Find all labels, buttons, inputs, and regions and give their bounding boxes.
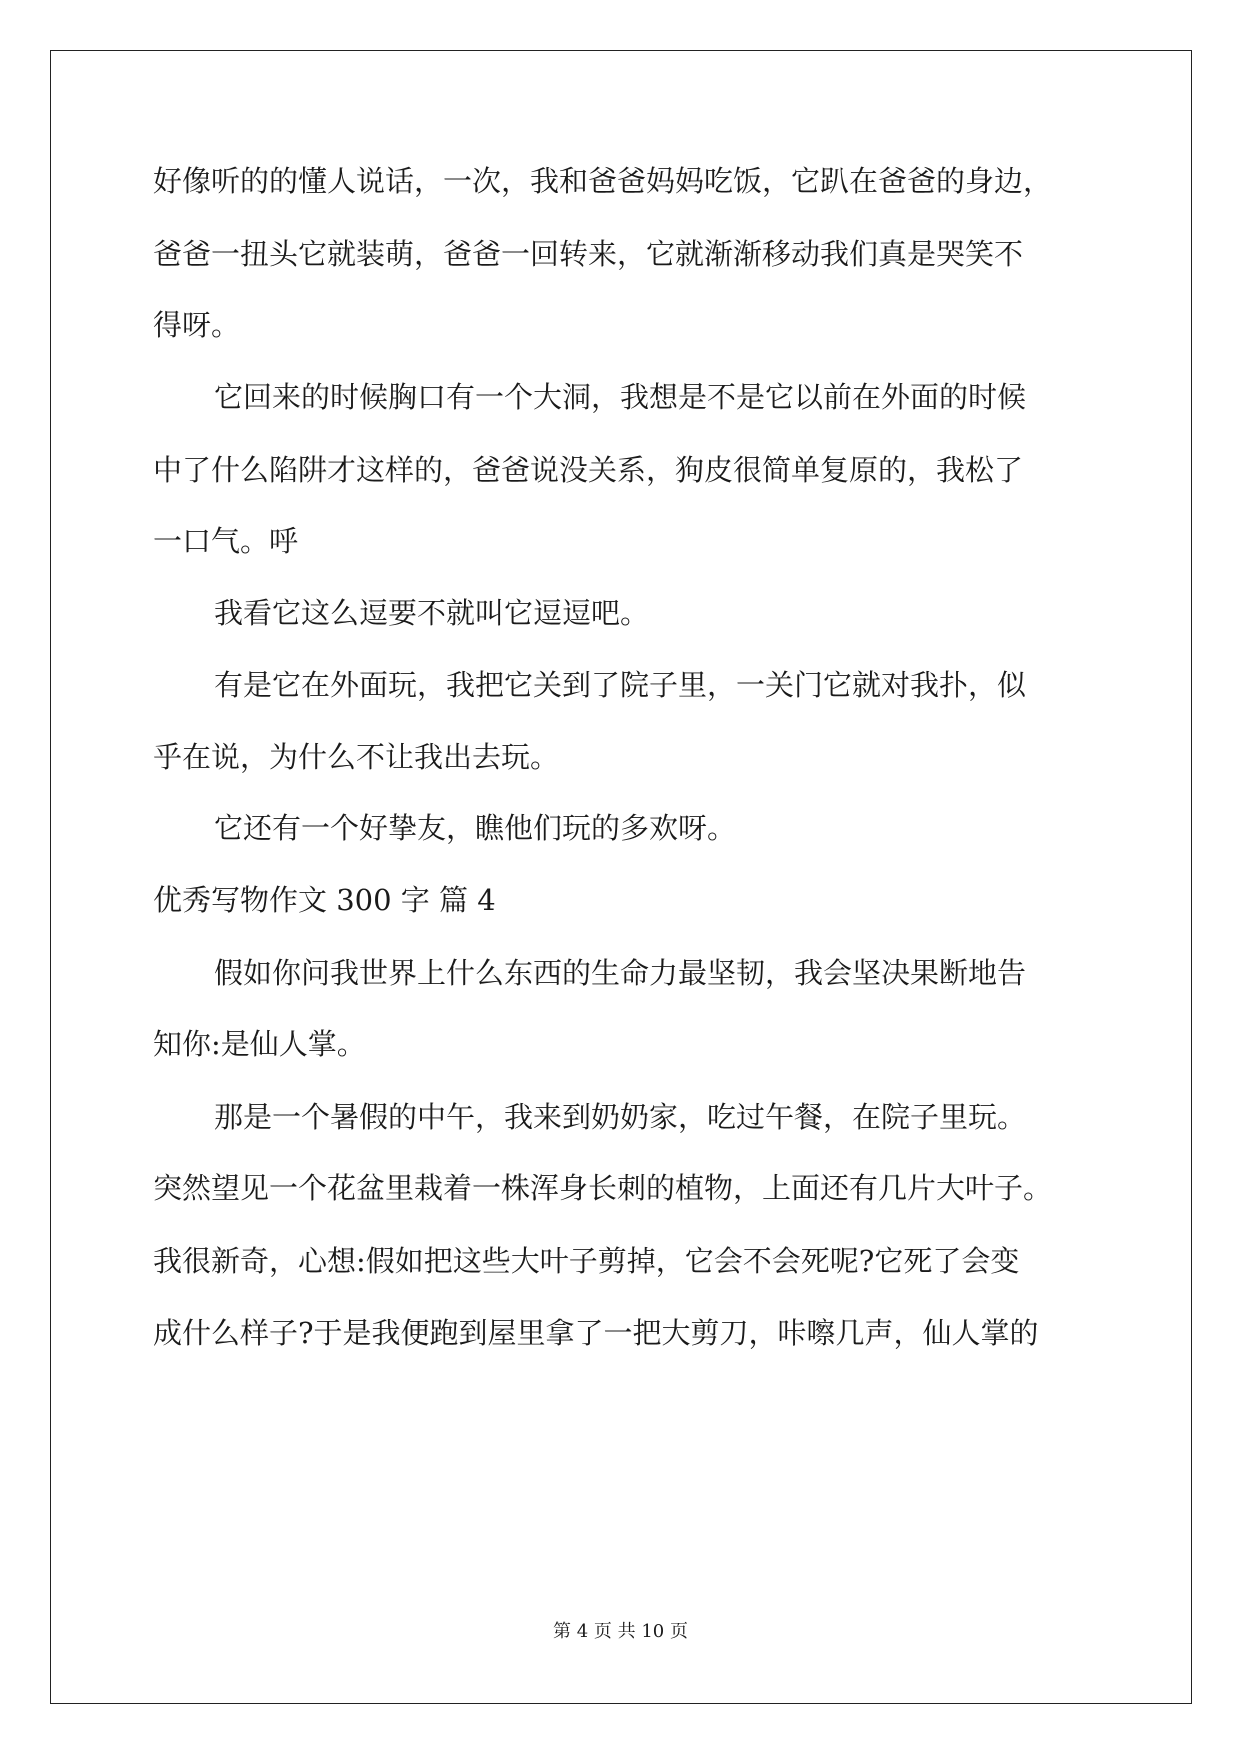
text-line: 一口气。呼 <box>153 524 299 558</box>
text-line: 那是一个暑假的中午，我来到奶奶家，吃过午餐，在院子里玩。 <box>214 1100 1027 1134</box>
page-border <box>50 50 1192 1704</box>
text-line: 假如你问我世界上什么东西的生命力最坚韧，我会坚决果断地告 <box>214 956 1027 990</box>
text-line: 知你:是仙人掌。 <box>153 1027 366 1061</box>
text-line: 好像听的的懂人说话，一次，我和爸爸妈妈吃饭，它趴在爸爸的身边， <box>153 164 1053 198</box>
text-line: 我看它这么逗要不就叫它逗逗吧。 <box>214 596 650 630</box>
text-line: 乎在说，为什么不让我出去玩。 <box>153 740 560 774</box>
text-line: 它还有一个好挚友，瞧他们玩的多欢呀。 <box>214 811 737 845</box>
text-line: 突然望见一个花盆里栽着一株浑身长刺的植物，上面还有几片大叶子。 <box>153 1171 1053 1205</box>
text-line: 我很新奇，心想:假如把这些大叶子剪掉，它会不会死呢?它死了会变 <box>153 1244 1020 1278</box>
page-footer: 第 4 页 共 10 页 <box>553 1621 688 1642</box>
text-line: 成什么样子?于是我便跑到屋里拿了一把大剪刀，咔嚓几声，仙人掌的 <box>153 1316 1039 1350</box>
text-line: 有是它在外面玩，我把它关到了院子里，一关门它就对我扑，似 <box>214 668 1027 702</box>
text-line: 中了什么陷阱才这样的，爸爸说没关系，狗皮很简单复原的，我松了 <box>153 453 1024 487</box>
text-line: 它回来的时候胸口有一个大洞，我想是不是它以前在外面的时候 <box>214 380 1027 414</box>
text-line: 爸爸一扭头它就装萌，爸爸一回转来，它就渐渐移动我们真是哭笑不 <box>153 237 1024 271</box>
section-heading: 优秀写物作文 300 字 篇 4 <box>153 883 496 917</box>
text-line: 得呀。 <box>153 308 241 342</box>
